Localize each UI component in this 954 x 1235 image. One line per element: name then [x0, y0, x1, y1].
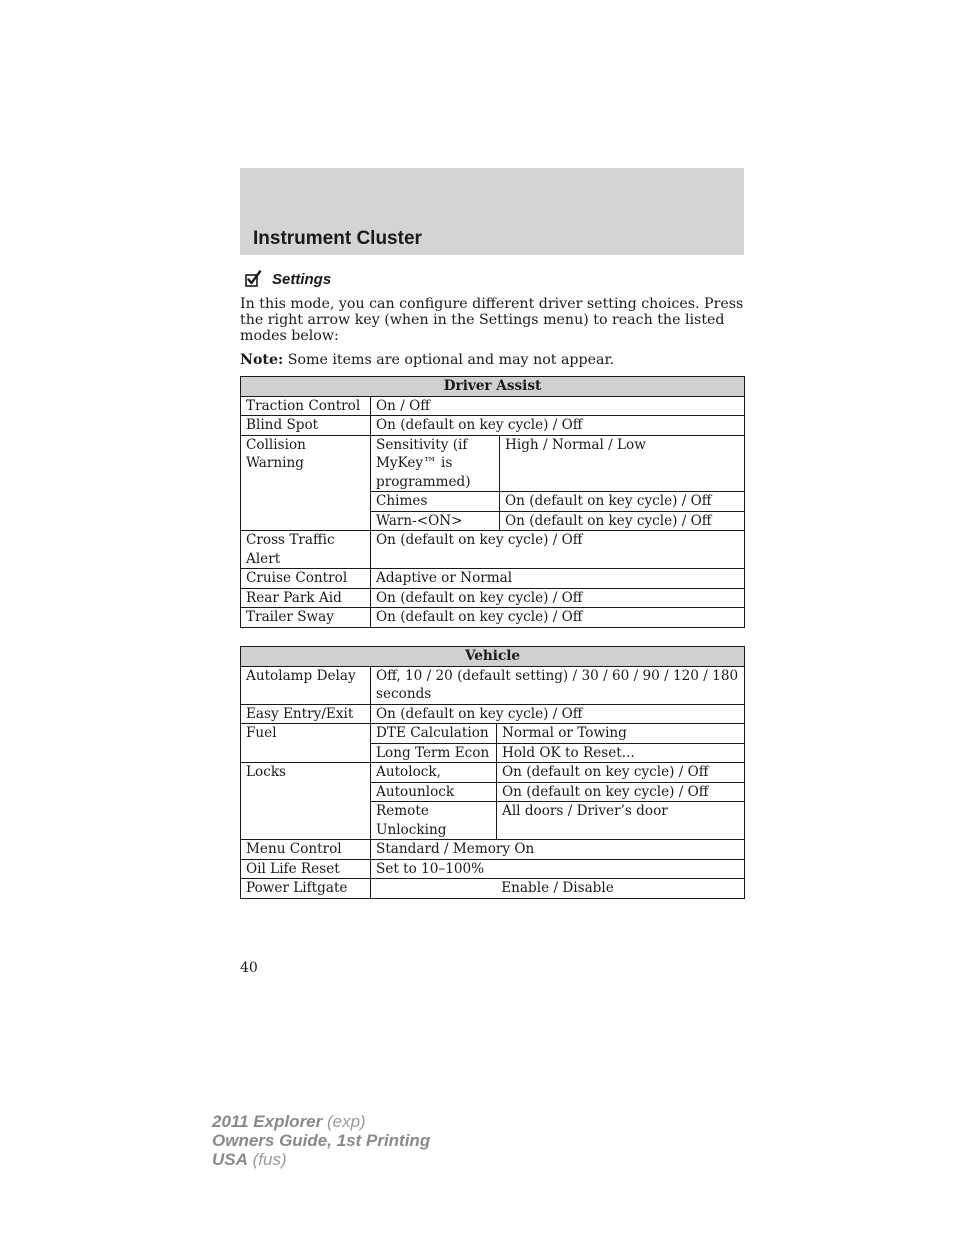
- row-value: Standard / Memory On: [371, 840, 745, 860]
- footer-line-2: Owners Guide, 1st Printing: [212, 1131, 431, 1150]
- sub-label: Autolock,: [371, 763, 497, 783]
- row-value: On (default on key cycle) / Off: [371, 588, 745, 608]
- row-value: On (default on key cycle) / Off: [371, 704, 745, 724]
- row-label: Rear Park Aid: [241, 588, 371, 608]
- sub-label: Sensitivity (if MyKey™ is programmed): [371, 435, 500, 492]
- sub-value: Normal or Towing: [497, 724, 745, 744]
- row-label: Power Liftgate: [241, 879, 371, 899]
- table-row: [241, 859, 745, 879]
- table-row: [241, 704, 745, 724]
- row-label: Easy Entry/Exit: [241, 704, 371, 724]
- table-row: [241, 608, 745, 628]
- row-label: Fuel: [241, 724, 371, 763]
- sub-value: On (default on key cycle) / Off: [497, 782, 745, 802]
- row-label: Blind Spot: [241, 416, 371, 436]
- sub-value: On (default on key cycle) / Off: [500, 511, 745, 531]
- table-row: [241, 724, 745, 744]
- note-text: Some items are optional and may not appear.: [283, 352, 615, 368]
- page-number: 40: [240, 960, 258, 976]
- sub-value: All doors / Driver’s door: [497, 802, 745, 840]
- table-row: [241, 435, 745, 492]
- sub-value: High / Normal / Low: [500, 435, 745, 492]
- sub-value: Hold OK to Reset...: [497, 743, 745, 763]
- sub-label: Long Term Econ: [371, 743, 497, 763]
- sub-label: Autounlock: [371, 782, 497, 802]
- row-value: On / Off: [371, 396, 745, 416]
- intro-paragraph: In this mode, you can configure different driver setting choices. Press the right arrow key (when in the Settings menu) to reach the listed modes below:: [240, 296, 744, 345]
- table-row: [241, 879, 745, 899]
- sub-label: Remote Unlocking: [371, 802, 497, 840]
- row-value: On (default on key cycle) / Off: [371, 531, 745, 569]
- subsection-heading: [244, 268, 331, 290]
- note-paragraph: [240, 352, 744, 368]
- row-label: Locks: [241, 763, 371, 840]
- row-label: Traction Control: [241, 396, 371, 416]
- footer-line-3: USA (fus): [212, 1150, 287, 1169]
- row-label: Oil Life Reset: [241, 859, 371, 879]
- sub-label: DTE Calculation: [371, 724, 497, 744]
- row-value: Enable / Disable: [371, 879, 745, 899]
- section-title: Instrument Cluster: [253, 228, 422, 249]
- row-label: Trailer Sway: [241, 608, 371, 628]
- row-label: Collision Warning: [241, 435, 371, 531]
- row-value: Adaptive or Normal: [371, 569, 745, 589]
- table-row: [241, 840, 745, 860]
- table-row: [241, 763, 745, 783]
- table-row: [241, 588, 745, 608]
- table-row: [241, 666, 745, 704]
- driver-assist-table: [240, 376, 745, 628]
- row-value: On (default on key cycle) / Off: [371, 416, 745, 436]
- note-label: Note:: [240, 352, 284, 368]
- vehicle-title: Vehicle: [241, 647, 745, 667]
- footer: [212, 1112, 430, 1169]
- footer-line-1: 2011 Explorer (exp): [212, 1112, 366, 1131]
- row-value: On (default on key cycle) / Off: [371, 608, 745, 628]
- subsection-title: Settings: [272, 270, 332, 288]
- table-row: [241, 531, 745, 569]
- table-row: [241, 416, 745, 436]
- driver-assist-title: Driver Assist: [241, 377, 745, 397]
- row-label: Menu Control: [241, 840, 371, 860]
- row-label: Cruise Control: [241, 569, 371, 589]
- row-value: Set to 10–100%: [371, 859, 745, 879]
- sub-label: Chimes: [371, 492, 500, 512]
- table-row: [241, 396, 745, 416]
- row-value: Off, 10 / 20 (default setting) / 30 / 60 / 90 / 120 / 180 seconds: [371, 666, 745, 704]
- sub-label: Warn-<ON>: [371, 511, 500, 531]
- checkbox-icon: [244, 270, 262, 288]
- row-label: Cross Traffic Alert: [241, 531, 371, 569]
- row-label: Autolamp Delay: [241, 666, 371, 704]
- sub-value: On (default on key cycle) / Off: [497, 763, 745, 783]
- table-row: [241, 569, 745, 589]
- vehicle-table: [240, 646, 745, 899]
- sub-value: On (default on key cycle) / Off: [500, 492, 745, 512]
